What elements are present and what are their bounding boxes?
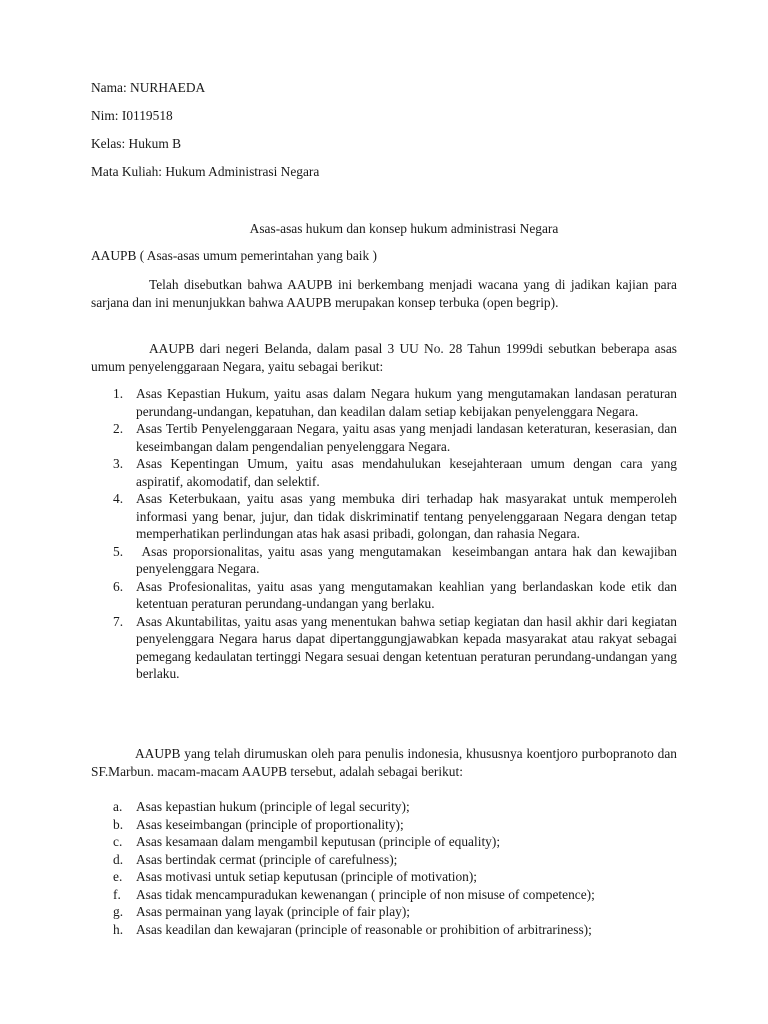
course-name: Mata Kuliah: Hukum Administrasi Negara (91, 164, 320, 179)
list-item-text: Asas keseimbangan (principle of proportionality); (136, 816, 404, 832)
list-item (91, 921, 677, 939)
list-item-text: Asas keadilan dan kewajaran (principle of reasonable or prohibition of arbitrariness); (136, 921, 592, 937)
list-item (91, 886, 677, 904)
list-marker: d. (113, 851, 124, 867)
list-item-text: Asas tidak mencampuradukan kewenangan ( principle of non misuse of competence); (136, 886, 595, 902)
list-marker: h. (113, 921, 124, 937)
list-item (91, 455, 677, 490)
list-item (91, 851, 677, 869)
list-item-text: Asas kepastian hukum (principle of legal security); (136, 799, 410, 814)
list-item-text: Asas Akuntabilitas, yaitu asas yang menentukan bahwa setiap kegiatan dan hasil akhir dari kegiatan penyelenggara Negara harus dapat dipertanggungjawabkan kepada masyarakat atau rakyat sebagai pemegang kedaulatan tertinggi Negara sesuai dengan ketentuan peraturan perundang-undangan yang berlaku. (136, 613, 677, 681)
list-marker: g. (113, 904, 124, 919)
list-marker: 7. (113, 613, 124, 629)
list-marker: c. (113, 834, 123, 849)
list-marker: e. (113, 869, 123, 884)
list-marker: 1. (113, 386, 124, 401)
numbered-principles-list (91, 385, 681, 683)
list-item-text: Asas Kepastian Hukum, yaitu asas dalam Negara hukum yang mengutamakan landasan peraturan perundang-undangan, kepatuhan, dan keadilan dalam setiap kebijakan penyelenggara Negara. (136, 386, 677, 419)
list-item-text: Asas proporsionalitas, yaitu asas yang mengutamakan keseimbangan antara hak dan kewajiban penyelenggara Negara. (136, 543, 681, 576)
student-class: Kelas: Hukum B (91, 136, 182, 151)
belanda-paragraph: AAUPB dari negeri Belanda, dalam pasal 3 UU No. 28 Tahun 1999di sebutkan beberapa asas umum penyelenggaraan Negara, yaitu sebagai berikut: (91, 341, 677, 374)
student-nim: Nim: I0119518 (91, 108, 173, 123)
list-marker: 5. (113, 543, 124, 559)
list-marker: 4. (113, 491, 124, 506)
list-item (91, 816, 677, 834)
list-marker: 6. (113, 578, 124, 594)
document-title: Asas-asas hukum dan konsep hukum administrasi Negara (249, 221, 559, 236)
list-item-text: Asas Keterbukaan, yaitu asas yang membuka diri terhadap hak masyarakat untuk memperoleh informasi yang benar, jujur, dan tidak diskriminatif tentang penyelenggaraan Negara dengan tetap memperhatikan perlindungan atas hak asasi pribadi, golongan, dan rahasia Negara. (136, 491, 677, 541)
list-marker: 2. (113, 421, 124, 436)
list-item-text: Asas bertindak cermat (principle of carefulness); (136, 851, 398, 867)
list-item (91, 543, 681, 578)
list-item-text: Asas Tertib Penyelenggaraan Negara, yaitu asas yang menjadi landasan keteraturan, keserasian, dan keseimbangan dalam pengendalian penyelenggara Negara. (136, 421, 677, 454)
list-item-text: Asas Kepentingan Umum, yaitu asas mendahulukan kesejahteraan umum dengan cara yang aspiratif, akomodatif, dan selektif. (136, 456, 677, 489)
list-marker: b. (113, 816, 124, 832)
list-item (91, 490, 677, 543)
list-item-text: Asas Profesionalitas, yaitu asas yang mengutamakan keahlian yang berlandaskan kode etik dan ketentuan peraturan perundang-undangan yang berlaku. (136, 578, 677, 611)
list-item (91, 833, 677, 851)
list-item-text: Asas permainan yang layak (principle of fair play); (136, 904, 411, 919)
list-marker: f. (113, 886, 121, 902)
list-item-text: Asas motivasi untuk setiap keputusan (principle of motivation); (136, 869, 478, 884)
list-marker: a. (113, 799, 123, 814)
list-item (91, 385, 677, 420)
lettered-principles-list (91, 798, 677, 938)
list-item (91, 613, 677, 683)
list-item-text: Asas kesamaan dalam mengambil keputusan (principle of equality); (136, 834, 501, 849)
list-item (91, 798, 677, 816)
list-marker: 3. (113, 456, 124, 471)
section-subtitle: AAUPB ( Asas-asas umum pemerintahan yang baik ) (91, 248, 377, 263)
list-item (91, 868, 677, 886)
student-name: Nama: NURHAEDA (91, 80, 206, 95)
list-item (91, 903, 677, 921)
indonesia-paragraph: AAUPB yang telah dirumuskan oleh para penulis indonesia, khususnya koentjoro purbopranoto dan SF.Marbun. macam-macam AAUPB tersebut, adalah sebagai berikut: (91, 746, 677, 779)
list-item (91, 420, 677, 455)
list-item (91, 578, 677, 613)
intro-paragraph: Telah disebutkan bahwa AAUPB ini berkembang menjadi wacana yang di jadikan kajian para sarjana dan ini menunjukkan bahwa AAUPB merupakan konsep terbuka (open begrip). (91, 277, 677, 310)
